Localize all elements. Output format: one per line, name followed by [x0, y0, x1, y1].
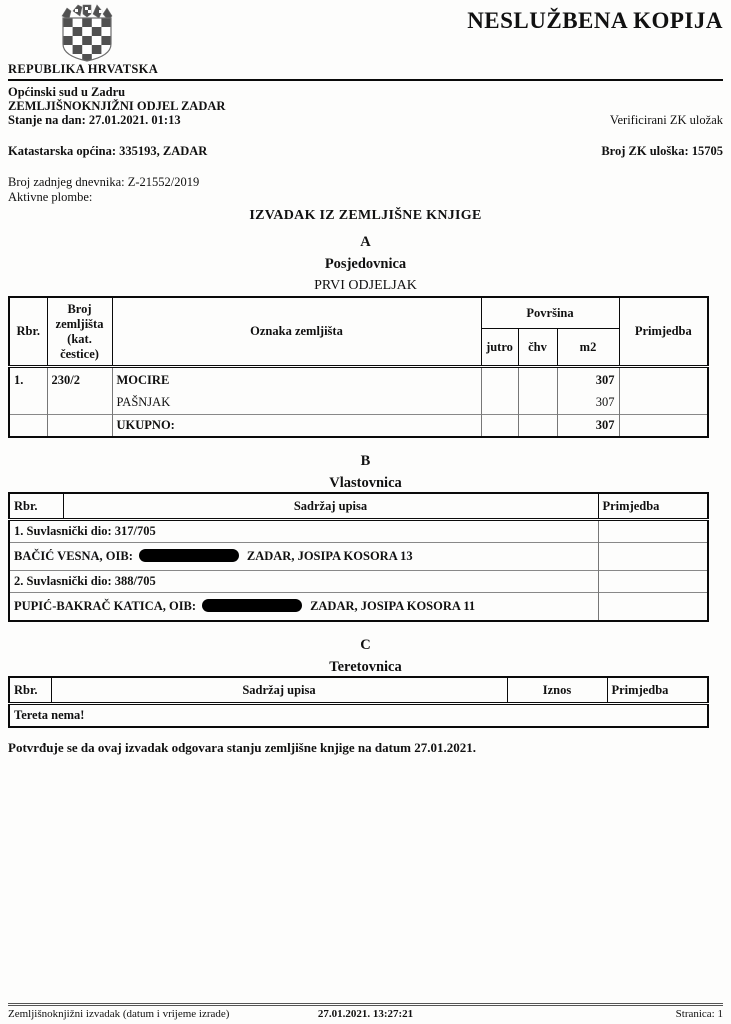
cell-rbr: 1.: [9, 367, 47, 415]
cell-parcel-empty: [47, 415, 112, 438]
ownership-sheet-table: [8, 492, 709, 622]
total-m2: 307: [557, 415, 619, 438]
col-header-land-designation: Oznaka zemljišta: [112, 297, 481, 367]
page-footer: [8, 1003, 723, 1020]
possession-sheet-table: [8, 296, 709, 438]
zk-folio-number: Broj ZK uloška: 15705: [601, 144, 723, 158]
owner-name-oib-label: BAČIĆ VESNA, OIB:: [14, 549, 133, 563]
redacted-oib: [139, 549, 239, 562]
col-header-m2: m2: [557, 329, 619, 367]
cell-remark-empty: [598, 543, 708, 571]
court-name: Općinski sud u Zadru: [8, 85, 126, 99]
active-pledges-label: Aktivne plombe:: [8, 189, 93, 204]
section-a-letter: A: [360, 234, 371, 250]
cell-jutro-empty: [481, 367, 518, 415]
section-b-title: Vlastovnica: [329, 475, 402, 491]
col-header-remark: Primjedba: [607, 677, 708, 704]
document-title: IZVADAK IZ ZEMLJIŠNE KNJIGE: [249, 208, 482, 223]
document-header: [8, 0, 723, 62]
col-header-rbr: Rbr.: [9, 677, 51, 704]
col-header-rbr: Rbr.: [9, 493, 63, 520]
footer-page-number: Stranica: 1: [675, 1008, 723, 1020]
footer-generation-timestamp: 27.01.2021. 13:27:21: [317, 1008, 414, 1020]
section-c-letter: C: [360, 637, 371, 653]
col-header-jutro: jutro: [481, 329, 518, 367]
cell-rbr-empty: [9, 415, 47, 438]
col-header-parcel-number: Broj zemljišta (kat. čestice): [47, 297, 112, 367]
department-name: ZEMLJIŠNOKNJIŽNI ODJEL ZADAR: [8, 99, 226, 113]
cell-remark-empty: [619, 415, 708, 438]
col-header-remark: Primjedba: [598, 493, 708, 520]
redacted-oib: [202, 599, 302, 612]
ownership-row: [9, 571, 708, 593]
owner-name-oib-label: PUPIĆ-BAKRAČ KATICA, OIB:: [14, 599, 197, 613]
share-entry: 1. Suvlasnički dio: 317/705: [9, 520, 598, 543]
unofficial-copy-title: NESLUŽBENA KOPIJA: [467, 8, 723, 33]
cell-remark-empty: [598, 520, 708, 543]
cell-chv-empty: [518, 367, 557, 415]
share-entry: 2. Suvlasnički dio: 388/705: [9, 571, 598, 593]
owner-entry: [9, 593, 598, 622]
header-divider: [8, 79, 723, 81]
last-journal-number: Broj zadnjeg dnevnika: Z-21552/2019: [8, 175, 200, 189]
section-c-title: Teretovnica: [329, 659, 402, 675]
cell-chv-empty: [518, 415, 557, 438]
col-header-chv: čhv: [518, 329, 557, 367]
croatian-coat-of-arms-icon: [58, 2, 116, 67]
section-b-letter: B: [360, 453, 371, 469]
cell-parcel-number: 230/2: [47, 367, 112, 415]
col-header-entry-content: Sadržaj upisa: [51, 677, 507, 704]
col-header-area-group: Površina: [481, 297, 619, 329]
col-header-amount: Iznos: [507, 677, 607, 704]
section-a-title: Posjedovnica: [324, 256, 407, 272]
no-encumbrance-entry: Tereta nema!: [14, 708, 85, 722]
owner-address: ZADAR, JOSIPA KOSORA 13: [246, 549, 413, 563]
col-header-remark: Primjedba: [619, 297, 708, 367]
country-name: REPUBLIKA HRVATSKA: [8, 62, 159, 76]
cell-remark-empty: [598, 593, 708, 622]
ownership-row: [9, 543, 708, 571]
ownership-row: [9, 593, 708, 622]
cell-remark-empty: [619, 367, 708, 415]
state-on-date: Stanje na dan: 27.01.2021. 01:13: [8, 113, 181, 127]
total-label: UKUPNO:: [112, 415, 481, 438]
parcel-row: [9, 367, 708, 415]
total-row: [9, 415, 708, 438]
encumbrance-sheet-table: [8, 676, 709, 728]
verified-note: Verificirani ZK uložak: [609, 113, 723, 127]
land-culture: PAŠNJAK: [116, 395, 171, 409]
owner-address: ZADAR, JOSIPA KOSORA 11: [310, 599, 476, 613]
col-header-rbr: Rbr.: [9, 297, 47, 367]
cell-jutro-empty: [481, 415, 518, 438]
footer-left-label: Zemljišnoknjižni izvadak (datum i vrijeme izrade): [8, 1008, 230, 1020]
cell-m2: 307 307: [557, 367, 619, 415]
certification-statement: Potvrđuje se da ovaj izvadak odgovara stanju zemljišne knjige na datum 27.01.2021.: [8, 740, 477, 755]
cell-land-designation: [112, 367, 481, 415]
ownership-row: [9, 520, 708, 543]
cell-remark-empty: [598, 571, 708, 593]
owner-entry: [9, 543, 598, 571]
col-header-entry-content: Sadržaj upisa: [63, 493, 598, 520]
land-name: MOCIRE: [116, 373, 170, 387]
encumbrance-row: [9, 704, 708, 728]
cadastral-municipality: Katastarska općina: 335193, ZADAR: [8, 144, 208, 158]
section-a-subtitle: PRVI ODJELJAK: [314, 278, 417, 293]
